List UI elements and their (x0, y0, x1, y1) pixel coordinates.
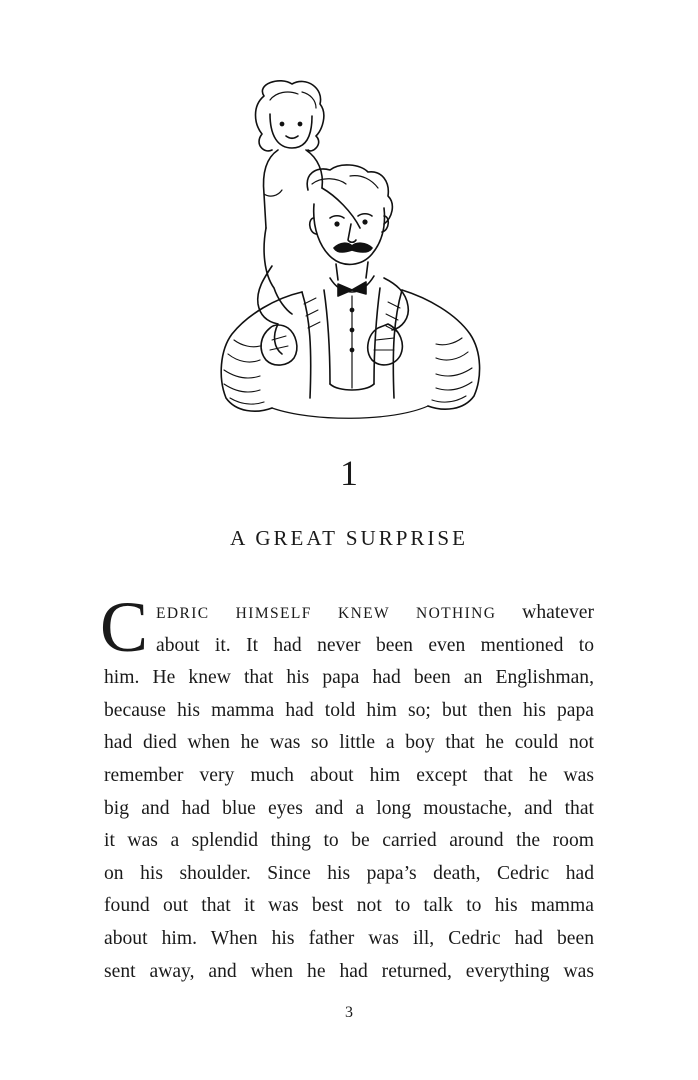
chapter-number: 1 (340, 453, 358, 493)
body-line: on his shoulder. Since his papa’s death, Cedric had (104, 862, 594, 884)
body-line-text: whatever (496, 602, 594, 623)
man-carrying-child-on-shoulders-illustration (212, 78, 484, 428)
body-line: sent away, and when he had returned, everything was (104, 960, 594, 982)
body-line: about it. It had never been even mentioned to (156, 634, 594, 656)
body-line: him. He knew that his papa had been an Englishman, (104, 667, 594, 689)
page-number: 3 (345, 1004, 353, 1021)
drop-cap: C (100, 587, 149, 667)
body-line (104, 597, 594, 630)
body-line: because his mamma had told him so; but then his papa (104, 699, 594, 721)
body-line: about him. When his father was ill, Cedric had been (104, 927, 594, 949)
body-line: remember very much about him except that he was (104, 764, 594, 786)
chapter-title: A GREAT SURPRISE (230, 526, 468, 550)
lead-in-smallcaps: EDRIC HIMSELF KNEW NOTHING (156, 605, 497, 622)
body-line: found out that it was best not to talk to his mamma (104, 895, 594, 917)
body-text (104, 597, 594, 988)
body-line: it was a splendid thing to be carried around the room (104, 830, 594, 852)
body-line: had died when he was so little a boy that he could not (104, 732, 594, 754)
body-line: big and had blue eyes and a long moustache, and that (104, 797, 594, 819)
